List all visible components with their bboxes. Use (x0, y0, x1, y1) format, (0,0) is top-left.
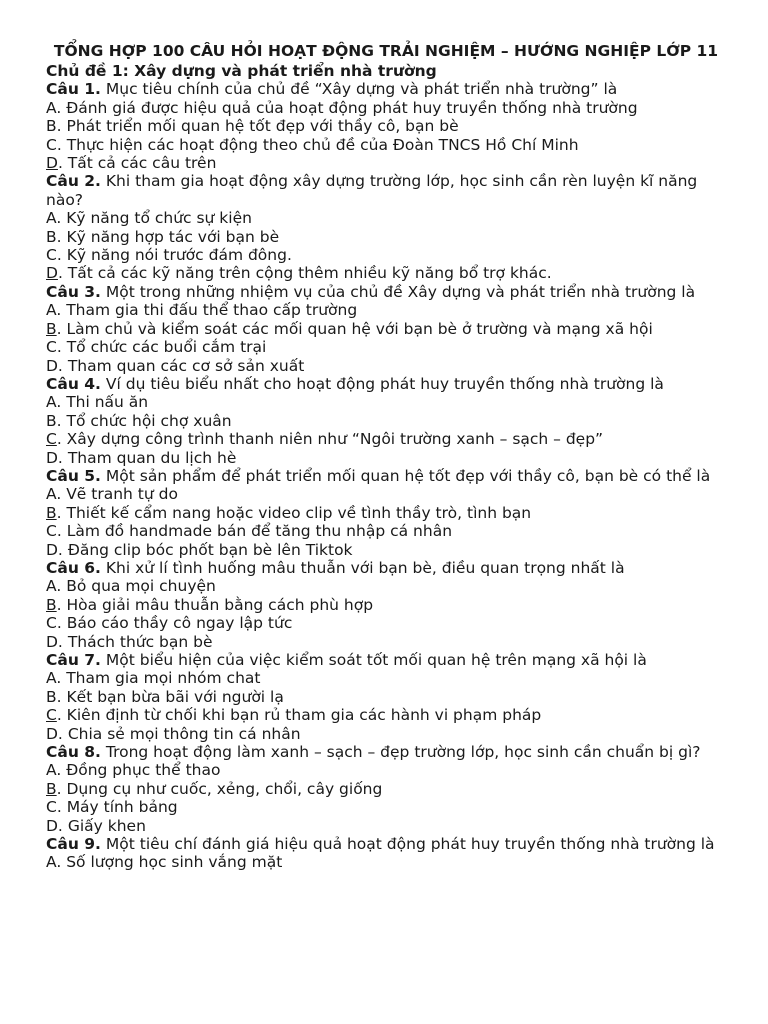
option-text: Vẽ tranh tự do (66, 485, 178, 504)
option-text: . Dụng cụ như cuốc, xẻng, chổi, cây giống (56, 779, 383, 798)
option-text: . Thiết kế cẩm nang hoặc video clip về tình thầy trò, tình bạn (56, 503, 532, 522)
correct-option-letter: C (46, 706, 57, 725)
question-number: Câu 4. (46, 374, 101, 393)
question-stem (46, 80, 726, 98)
question-text: Ví dụ tiêu biểu nhất cho hoạt động phát huy truyền thống nhà trường là (105, 374, 664, 393)
option-text: Tham gia mọi nhóm chat (66, 669, 261, 688)
answer-option (46, 577, 726, 595)
correct-option-letter: B (46, 503, 57, 522)
document-title: TỔNG HỢP 100 CÂU HỎI HOẠT ĐỘNG TRẢI NGHIỆM – HƯỚNG NGHIỆP LỚP 11 (53, 42, 719, 60)
option-text: . Làm chủ và kiểm soát các mối quan hệ với bạn bè ở trường và mạng xã hội (56, 319, 653, 338)
question-number: Câu 6. (46, 558, 101, 577)
question-block (46, 559, 726, 651)
question-list (46, 80, 726, 871)
answer-option (46, 430, 726, 448)
question-stem (46, 651, 726, 669)
option-letter: B. (46, 687, 62, 706)
option-letter: A. (46, 669, 62, 688)
option-letter: C. (46, 246, 62, 265)
answer-option (46, 338, 726, 356)
answer-option (46, 669, 726, 687)
answer-option (46, 320, 726, 338)
question-block (46, 467, 726, 559)
answer-option (46, 614, 726, 632)
option-text: Chia sẻ mọi thông tin cá nhân (67, 724, 301, 743)
answer-option (46, 154, 726, 172)
option-text: Kỹ năng hợp tác với bạn bè (66, 227, 280, 246)
answer-option (46, 780, 726, 798)
answer-option (46, 393, 726, 411)
topic-heading: Chủ đề 1: Xây dựng và phát triển nhà trường (46, 62, 437, 80)
option-text: Số lượng học sinh vắng mặt (66, 853, 283, 872)
option-letter: B. (46, 117, 62, 136)
answer-option (46, 504, 726, 522)
answer-option (46, 725, 726, 743)
question-text: Một trong những nhiệm vụ của chủ đề Xây dựng và phát triển nhà trường là (105, 282, 696, 301)
answer-option (46, 412, 726, 430)
option-letter: D. (46, 448, 63, 467)
option-text: Thách thức bạn bè (67, 632, 213, 651)
option-text: Tổ chức hội chợ xuân (66, 411, 232, 430)
answer-option (46, 449, 726, 467)
question-block (46, 835, 726, 872)
correct-option-letter: D (46, 154, 58, 173)
answer-option (46, 485, 726, 503)
option-text: Tham quan du lịch hè (67, 448, 237, 467)
question-number: Câu 1. (46, 80, 101, 99)
option-letter: A. (46, 209, 62, 228)
option-letter: A. (46, 98, 62, 117)
question-block (46, 172, 726, 282)
option-letter: C. (46, 614, 62, 633)
answer-option (46, 209, 726, 227)
correct-option-letter: B (46, 595, 57, 614)
option-text: Đồng phục thể thao (66, 761, 221, 780)
answer-option (46, 228, 726, 246)
question-number: Câu 3. (46, 282, 101, 301)
option-text: Đánh giá được hiệu quả của hoạt động phát huy truyền thống nhà trường (66, 98, 638, 117)
option-letter: D. (46, 356, 63, 375)
answer-option (46, 136, 726, 154)
option-letter: D. (46, 816, 63, 835)
option-letter: D. (46, 632, 63, 651)
question-text: Một biểu hiện của việc kiểm soát tốt mối quan hệ trên mạng xã hội là (105, 651, 647, 669)
option-text: . Xây dựng công trình thanh niên như “Ngôi trường xanh – sạch – đẹp” (56, 430, 604, 449)
question-text: Mục tiêu chính của chủ đề “Xây dựng và phát triển nhà trường” là (105, 80, 618, 99)
question-block (46, 651, 726, 743)
question-stem (46, 283, 726, 301)
option-text: Tham quan các cơ sở sản xuất (67, 356, 305, 375)
answer-option (46, 541, 726, 559)
answer-option (46, 688, 726, 706)
question-stem (46, 835, 726, 853)
question-stem (46, 172, 726, 209)
question-number: Câu 2. (46, 172, 101, 191)
answer-option (46, 357, 726, 375)
option-text: Tham gia thi đấu thể thao cấp trường (66, 301, 358, 320)
question-number: Câu 7. (46, 651, 101, 669)
question-text: Một sản phẩm để phát triển mối quan hệ tốt đẹp với thầy cô, bạn bè có thể là (105, 466, 711, 485)
option-text: Đăng clip bóc phốt bạn bè lên Tiktok (67, 540, 353, 559)
option-letter: C. (46, 338, 62, 357)
option-text: Thi nấu ăn (66, 393, 149, 412)
option-letter: A. (46, 485, 62, 504)
question-block (46, 375, 726, 467)
answer-option (46, 246, 726, 264)
option-letter: C. (46, 522, 62, 541)
option-letter: C. (46, 798, 62, 817)
question-stem (46, 375, 726, 393)
option-text: Tổ chức các buổi cắm trại (66, 338, 267, 357)
question-text: Trong hoạt động làm xanh – sạch – đẹp trường lớp, học sinh cần chuẩn bị gì? (105, 743, 701, 762)
option-letter: B. (46, 227, 62, 246)
option-letter: A. (46, 761, 62, 780)
correct-option-letter: B (46, 319, 57, 338)
question-stem (46, 559, 726, 577)
question-stem (46, 467, 726, 485)
question-number: Câu 9. (46, 835, 101, 854)
option-letter: B. (46, 411, 62, 430)
option-letter: D. (46, 724, 63, 743)
answer-option (46, 798, 726, 816)
question-block (46, 80, 726, 172)
option-text: Giấy khen (67, 816, 146, 835)
answer-option (46, 264, 726, 282)
answer-option (46, 301, 726, 319)
option-letter: D. (46, 540, 63, 559)
answer-option (46, 706, 726, 724)
option-text: Báo cáo thầy cô ngay lập tức (66, 614, 293, 633)
option-text: Kỹ năng tổ chức sự kiện (66, 209, 252, 228)
correct-option-letter: D (46, 264, 58, 283)
question-text: Một tiêu chí đánh giá hiệu quả hoạt động phát huy truyền thống nhà trường là (105, 835, 715, 854)
document-page (46, 40, 726, 872)
answer-option (46, 853, 726, 871)
answer-option (46, 761, 726, 779)
option-letter: A. (46, 301, 62, 320)
option-text: Làm đồ handmade bán để tăng thu nhập cá nhân (66, 522, 453, 541)
answer-option (46, 117, 726, 135)
answer-option (46, 817, 726, 835)
option-letter: C. (46, 135, 62, 154)
option-text: . Kiên định từ chối khi bạn rủ tham gia các hành vi phạm pháp (56, 706, 542, 725)
question-stem (46, 743, 726, 761)
option-letter: A. (46, 853, 62, 872)
option-text: Kết bạn bừa bãi với người lạ (66, 687, 284, 706)
option-text: . Tất cả các kỹ năng trên cộng thêm nhiều kỹ năng bổ trợ khác. (57, 264, 552, 283)
option-letter: A. (46, 577, 62, 596)
question-text: Khi tham gia hoạt động xây dựng trường lớp, học sinh cần rèn luyện kĩ năng nào? (46, 172, 698, 209)
answer-option (46, 99, 726, 117)
option-text: Máy tính bảng (66, 798, 178, 817)
question-text: Khi xử lí tình huống mâu thuẫn với bạn bè, điều quan trọng nhất là (105, 558, 625, 577)
answer-option (46, 522, 726, 540)
correct-option-letter: C (46, 430, 57, 449)
question-number: Câu 5. (46, 466, 101, 485)
option-text: Phát triển mối quan hệ tốt đẹp với thầy cô, bạn bè (66, 117, 459, 136)
option-text: Thực hiện các hoạt động theo chủ đề của Đoàn TNCS Hồ Chí Minh (66, 135, 579, 154)
correct-option-letter: B (46, 779, 57, 798)
option-text: Kỹ năng nói trước đám đông. (66, 246, 292, 265)
option-text: Bỏ qua mọi chuyện (66, 577, 216, 596)
answer-option (46, 596, 726, 614)
option-text: . Tất cả các câu trên (57, 154, 217, 173)
answer-option (46, 633, 726, 651)
question-block (46, 743, 726, 835)
question-number: Câu 8. (46, 743, 101, 762)
option-letter: A. (46, 393, 62, 412)
question-block (46, 283, 726, 375)
option-text: . Hòa giải mâu thuẫn bằng cách phù hợp (56, 595, 374, 614)
